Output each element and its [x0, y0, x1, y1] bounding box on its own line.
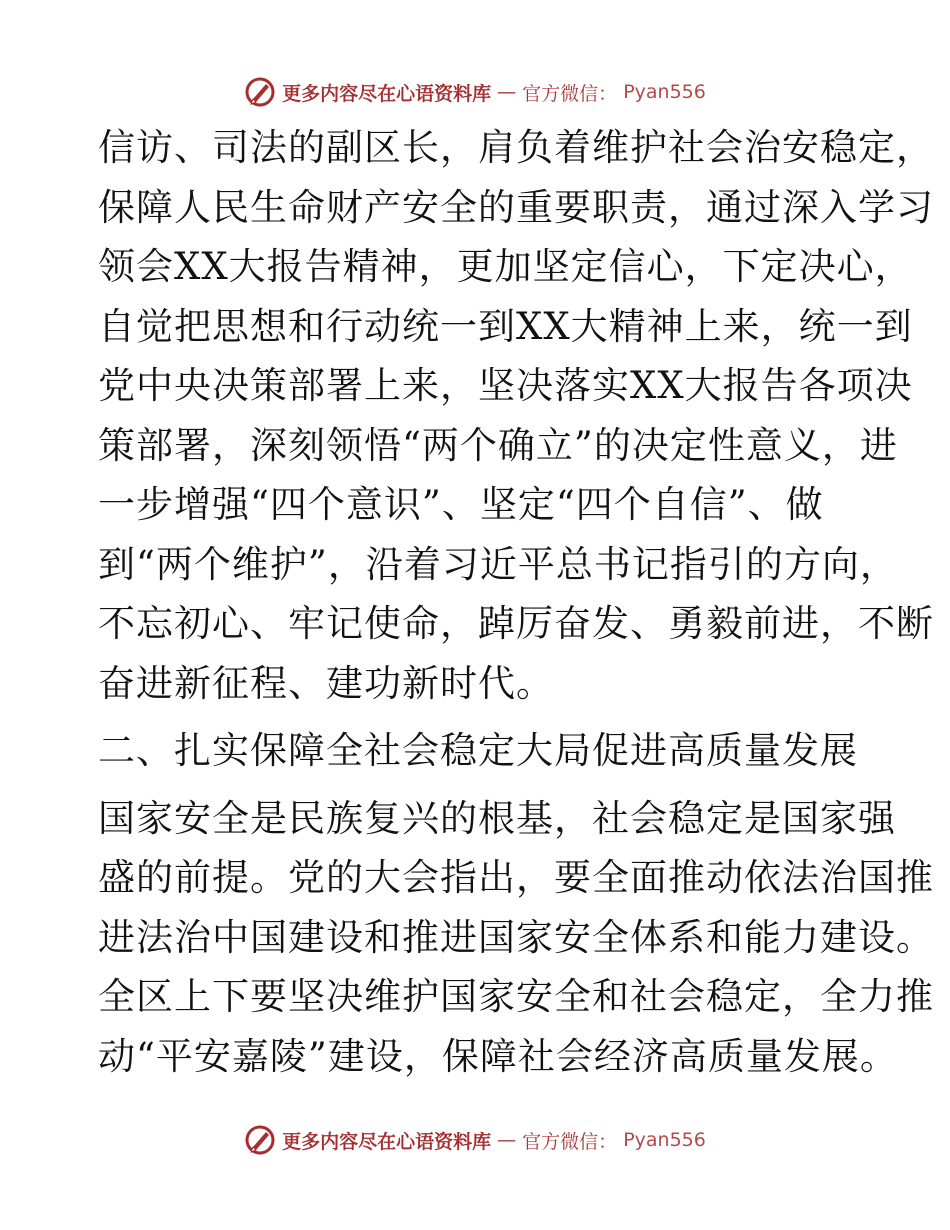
pen-logo-icon — [244, 76, 276, 108]
footer-watermark — [0, 1124, 950, 1156]
document-body — [98, 118, 934, 1086]
body-line: 奋进新征程、建功新时代。 — [98, 661, 554, 705]
header-watermark — [0, 76, 950, 108]
watermark-id: Pyan556 — [623, 81, 706, 103]
body-line: 信访、司法的副区长，肩负着维护社会治安稳定， — [98, 126, 934, 169]
body-line: 盛的前提。党的大会指出，要全面推动依法治国推 — [98, 856, 934, 899]
body-line: 一步增强“四个意识”、坚定“四个自信”、做 — [98, 483, 824, 526]
body-line: 进法治中国建设和推进国家安全体系和能力建设。 — [98, 915, 934, 959]
section-heading: 二、扎实保障全社会稳定大局促进高质量发展 — [98, 729, 858, 772]
watermark-label: 官方微信： — [522, 82, 618, 105]
body-line: 到“两个维护”，沿着习近平总书记指引的方向， — [98, 542, 898, 586]
watermark-separator: — — [497, 1129, 517, 1151]
body-line: 动“平安嘉陵”建设，保障社会经济高质量发展。 — [98, 1034, 898, 1078]
pen-logo-icon — [244, 1124, 276, 1156]
body-line: 策部署，深刻领悟“两个确立”的决定性意义，进 — [98, 423, 898, 467]
body-line: 全区上下要坚决维护国家安全和社会稳定，全力推 — [98, 975, 934, 1018]
watermark-main-text: 更多内容尽在心语资料库 — [282, 1130, 492, 1153]
body-line: 不忘初心、牢记使命，踔厉奋发、勇毅前进，不断 — [98, 602, 934, 645]
watermark-main-text: 更多内容尽在心语资料库 — [282, 82, 492, 105]
body-line: 保障人民生命财产安全的重要职责，通过深入学习 — [98, 185, 934, 229]
body-line: 领会XX大报告精神，更加坚定信心，下定决心， — [98, 245, 913, 288]
body-line: 党中央决策部署上来，坚决落实XX大报告各项决 — [98, 364, 913, 407]
body-line: 国家安全是民族复兴的根基，社会稳定是国家强 — [98, 796, 896, 840]
body-line: 自觉把思想和行动统一到XX大精神上来，统一到 — [98, 304, 913, 348]
watermark-separator: — — [497, 81, 517, 103]
watermark-label: 官方微信： — [522, 1130, 618, 1153]
watermark-id: Pyan556 — [623, 1129, 706, 1151]
